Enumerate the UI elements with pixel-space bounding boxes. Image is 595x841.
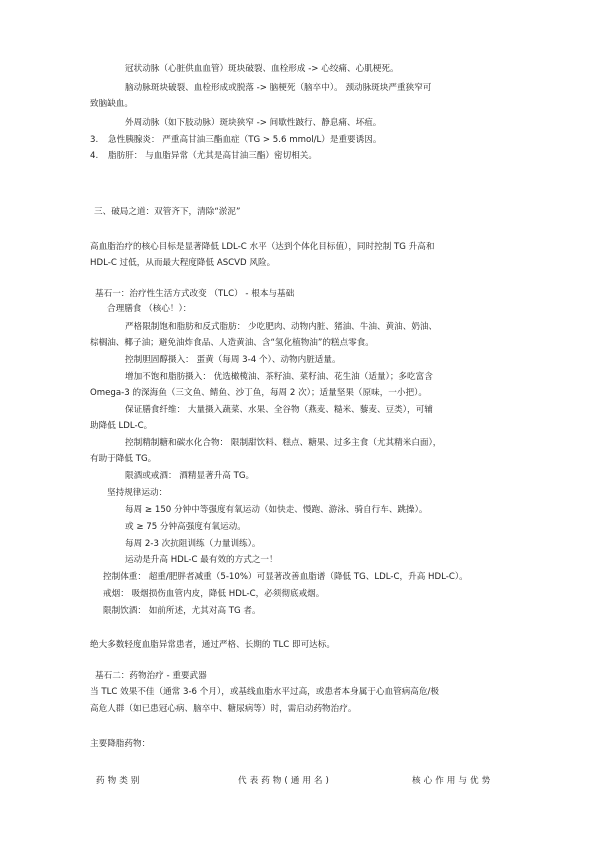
text-line-33: 主要降脂药物： xyxy=(90,739,151,749)
text-line-0: 冠状动脉（心脏供血血管）斑块破裂、血栓形成 -> 心绞痛、心肌梗死。 xyxy=(125,64,399,74)
table-header-cell-1: 代表药物(通用名) xyxy=(238,776,332,786)
text-line-28: 限制饮酒： 如前所述，尤其对高 TG 者。 xyxy=(103,606,261,616)
table-header-cell-2: 核心作用与优势 xyxy=(412,776,494,786)
text-line-15: Omega-3 的深海鱼（三文鱼、鲭鱼、沙丁鱼，每周 2 次）；适量坚果（原味，一小把）。 xyxy=(90,388,427,398)
text-line-25: 运动是升高 HDL-C 最有效的方式之一！ xyxy=(125,555,278,565)
text-line-20: 限酒或戒酒： 酒精显著升高 TG。 xyxy=(125,471,255,481)
text-line-26: 控制体重： 超重/肥胖者减重（5-10%）可显著改善血脂谱（降低 TG、LDL-C，升高 HDL-C）。 xyxy=(103,572,468,582)
text-line-6: 三、破局之道：双管齐下，清除“淤泥” xyxy=(94,207,241,217)
text-line-32: 高危人群（如已患冠心病、脑卒中、糖尿病等）时，需启动药物治疗。 xyxy=(90,704,357,714)
text-line-23: 或 ≥ 75 分钟高强度有氧运动。 xyxy=(125,522,246,532)
text-line-19: 有助于降低 TG。 xyxy=(90,454,157,464)
text-line-5: 脂肪肝： 与血脂异常（尤其是高甘油三酯）密切相关。 xyxy=(108,151,317,161)
text-line-27: 戒烟： 吸烟损伤血管内皮，降低 HDL-C，必须彻底戒烟。 xyxy=(103,589,325,599)
list-number-0: 3. xyxy=(90,135,99,145)
table-header-cell-0: 药物类别 xyxy=(96,776,143,786)
list-number-1: 4. xyxy=(90,151,99,161)
text-line-21: 坚持规律运动： xyxy=(107,488,168,498)
text-line-18: 控制精制糖和碳水化合物： 限制甜饮料、糕点、糖果、过多主食（尤其精米白面）， xyxy=(125,438,442,448)
text-line-22: 每周 ≥ 150 分钟中等强度有氧运动（如快走、慢跑、游泳、骑自行车、跳操）。 xyxy=(125,505,428,515)
text-line-9: 基石一：治疗性生活方式改变 （TLC） - 根本与基础 xyxy=(95,289,295,299)
text-line-29: 绝大多数轻度血脂异常患者，通过严格、长期的 TLC 即可达标。 xyxy=(90,640,335,650)
text-line-13: 控制胆固醇摄入： 蛋黄（每周 3-4 个）、动物内脏适量。 xyxy=(125,355,341,365)
text-line-31: 当 TLC 效果不佳（通常 3-6 个月），或基线血脂水平过高，或患者本身属于心血管病高危/极 xyxy=(90,687,439,697)
text-line-30: 基石二：药物治疗 - 重要武器 xyxy=(95,671,207,681)
text-line-16: 保证膳食纤维： 大量摄入蔬菜、水果、全谷物（燕麦、糙米、藜麦、豆类），可辅 xyxy=(125,405,433,415)
text-line-11: 严格限制饱和脂肪和反式脂肪： 少吃肥肉、动物内脏、猪油、牛油、黄油、奶油、 xyxy=(125,322,438,332)
text-line-10: 合理膳食 （核心！）： xyxy=(107,304,192,314)
text-line-1: 脑动脉斑块破裂、血栓形成或脱落 -> 脑梗死（脑卒中）。 颈动脉斑块严重狭窄可 xyxy=(125,83,432,93)
text-line-8: HDL-C 过低，从而最大程度降低 ASCVD 风险。 xyxy=(90,258,276,268)
text-line-2: 致脑缺血。 xyxy=(90,99,133,109)
text-line-14: 增加不饱和脂肪摄入： 优选橄榄油、茶籽油、菜籽油、花生油（适量）；多吃富含 xyxy=(125,372,433,382)
text-line-3: 外周动脉（如下肢动脉）斑块狭窄 -> 间歇性跛行、静息痛、坏疽。 xyxy=(125,118,382,128)
text-line-4: 急性胰腺炎： 严重高甘油三酯血症（TG > 5.6 mmol/L）是重要诱因。 xyxy=(108,135,382,145)
text-line-24: 每周 2-3 次抗阻训练（力量训练）。 xyxy=(125,539,261,549)
text-line-7: 高血脂治疗的核心目标是显著降低 LDL-C 水平（达到个体化目标值），同时控制 TG 升高和 xyxy=(90,242,435,252)
text-line-12: 棕榈油、椰子油；避免油炸食品、人造黄油、含“氢化植物油”的糕点零食。 xyxy=(90,338,374,348)
text-line-17: 助降低 LDL-C。 xyxy=(90,421,153,431)
